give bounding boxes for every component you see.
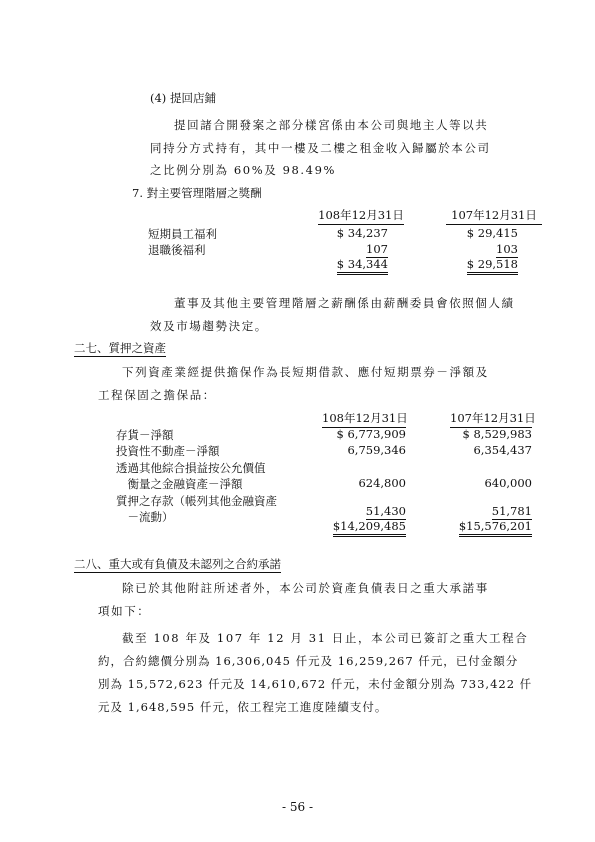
paragraph-line: 項如下： (98, 604, 151, 618)
section-heading-key-management: 7. 對主要管理階層之獎酬 (132, 186, 262, 200)
column-header-2019: 108年12月31日 (318, 208, 404, 222)
total-2018: $ 29,518 (446, 257, 518, 271)
value-2019: $ 34,237 (336, 226, 388, 240)
value-2019: 624,800 (358, 476, 406, 490)
column-header-2018: 107年12月31日 (451, 208, 537, 222)
header-underline (446, 224, 542, 225)
section-heading-pledged-assets: 二七、質押之資產 (74, 341, 166, 355)
subsection-heading-return-stores: (4) 提回店鋪 (150, 91, 216, 105)
column-header-2018: 107年12月31日 (450, 411, 536, 425)
paragraph-line: 工程保固之擔保品： (98, 388, 216, 402)
value-2019: 6,759,346 (347, 443, 406, 457)
section-heading-commitments: 二八、重大或有負債及未認列之合約承諾 (74, 557, 281, 571)
row-label: 衡量之金融資產－淨額 (116, 477, 243, 491)
value-2019: 51,430 (365, 504, 406, 518)
paragraph-line: 除已於其他附註所述者外，本公司於資產負債表日之重大承諾事 (122, 581, 489, 595)
paragraph-line: 約，合約總價分別為 16,306,045 仟元及 16,259,267 仟元，已付金額分 (98, 654, 519, 668)
row-label: －流動） (116, 510, 174, 524)
value-2018: $ 29,415 (466, 226, 518, 240)
value-2018: 51,781 (491, 504, 532, 518)
total-2019: $ 34,344 (318, 257, 388, 271)
paragraph-line: 元及 1,648,595 仟元，依工程完工進度陸續支付。 (98, 700, 388, 714)
paragraph-line: 截至 108 年及 107 年 12 月 31 日止，本公司已簽訂之重大工程合 (122, 631, 529, 645)
page-number: - 56 - (281, 800, 313, 814)
row-label: 退職後福利 (148, 243, 206, 257)
value-2018: 103 (496, 242, 518, 256)
value-2018: 640,000 (484, 476, 532, 490)
column-header-2019: 108年12月31日 (322, 411, 408, 425)
paragraph-line: 同持分方式持有，其中一樓及二樓之租金收入歸屬於本公司 (150, 141, 491, 155)
paragraph-line: 提回諸合開發案之部分樣宮係由本公司與地主人等以共 (174, 118, 489, 132)
row-label: 短期員工福利 (148, 227, 217, 241)
total-2019: $14,209,485 (322, 519, 406, 533)
paragraph-line: 下列資產業經提供擔保作為長短期借款、應付短期票券－淨額及 (122, 365, 489, 379)
total-2018: $15,576,201 (450, 519, 532, 533)
paragraph-line: 效及市場趨勢決定。 (150, 319, 268, 333)
paragraph-line: 別為 15,572,623 仟元及 14,610,672 仟元，未付金額分別為 733,422 仟 (98, 677, 533, 691)
value-2018: $ 8,529,983 (462, 427, 532, 441)
header-underline (318, 224, 404, 225)
row-label: 透過其他綜合損益按公允價值 (116, 461, 266, 475)
row-label: 質押之存款（帳列其他金融資產 (116, 494, 277, 508)
value-2019: 107 (366, 242, 388, 256)
row-label: 投資性不動產－淨額 (116, 444, 220, 458)
value-2019: $ 6,773,909 (336, 427, 406, 441)
paragraph-line: 之比例分別為 60%及 98.49% (150, 163, 337, 177)
row-label: 存貨－淨額 (116, 428, 174, 442)
paragraph-line: 董事及其他主要管理階層之薪酬係由薪酬委員會依照個人績 (174, 296, 515, 310)
value-2018: 6,354,437 (473, 443, 532, 457)
